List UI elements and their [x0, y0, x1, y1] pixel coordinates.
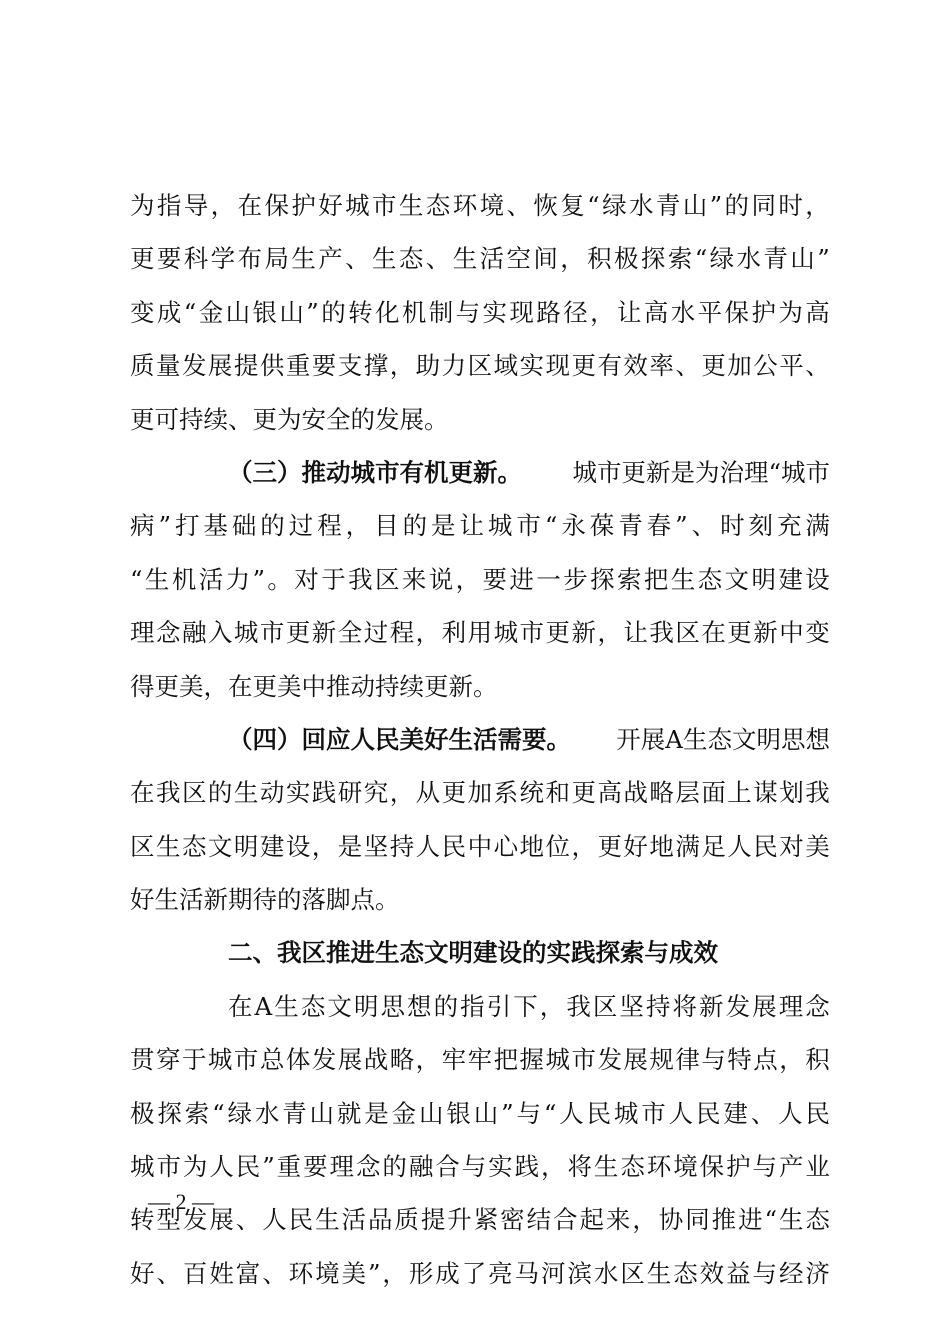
paragraph-3-line-2: 在 我 区 的 生 动 实 践 研 究 ， 从 更 加 系 统 和 更 高 战 略 层 面 上 谋 划 我 — [130, 778, 830, 808]
page-number: — 2 — — [148, 1189, 214, 1214]
paragraph-1-line-1: 为 指 导 ， 在 保 护 好 城 市 生 态 环 境 、 恢 复 “ 绿 水 青 山 ” 的 同 时 ， — [130, 191, 830, 220]
document-body — [130, 183, 830, 1304]
paragraph-1-line-5: 更可持续、更为安全的发展。 — [130, 404, 449, 434]
subsection-heading-3: （三）推动城市有机更新。 — [228, 457, 522, 487]
paragraph-4-line-6: 好 、 百 姓 富 、 环 境 美 ” ， 形 成 了 亮 马 河 滨 水 区 生 态 效 益 与 经 济 — [130, 1258, 830, 1288]
paragraph-2-line-5: 得更美，在更美中推动持续更新。 — [130, 671, 498, 701]
section-heading: 二、我区推进生态文明建设的实践探索与成效 — [228, 938, 718, 968]
paragraph-1-line-3: 变 成 “ 金 山 银 山 ” 的 转 化 机 制 与 实 现 路 径 ， 让 高 水 平 保 护 为 高 — [130, 297, 830, 327]
paragraph-4-line-4: 城 市 为 人 民 ” 重 要 理 念 的 融 合 与 实 践 ， 将 生 态 环 境 保 护 与 产 业 — [130, 1152, 830, 1182]
paragraph-1-line-2: 更 要 科 学 布 局 生 产 、 生 态 、 生 活 空 间 ， 积 极 探 索 “ 绿 水 青 山 ” — [130, 244, 830, 274]
subsection-heading-4: （四）回应人民美好生活需要。 — [228, 724, 571, 754]
paragraph-1-line-4: 质 量 发 展 提 供 重 要 支 撑 ， 助 力 区 域 实 现 更 有 效 率 、 更 加 公 平 、 — [130, 351, 830, 381]
paragraph-2-line-3: “ 生 机 活 力 ” 。 对 于 我 区 来 说 ， 要 进 一 步 探 索 把 生 态 文 明 建 设 — [130, 564, 830, 594]
paragraph-2-first-line — [130, 450, 830, 496]
paragraph-4-line-3: 极 探 索 “ 绿 水 青 山 就 是 金 山 银 山 ” 与 “ 人 民 城 市 人 民 建 、 人 民 — [130, 1098, 830, 1128]
paragraph-2-first-line-text: 城市更新是为治理“城市 — [572, 457, 830, 487]
paragraph-3-line-4: 好生活新期待的落脚点。 — [130, 885, 400, 915]
paragraph-4-line-5: 转 型 发 展 、 人 民 生 活 品 质 提 升 紧 密 结 合 起 来 ， 协 同 推 进 “ 生 态 — [130, 1205, 830, 1235]
paragraph-4-first-line: 在 A 生 态 文 明 思 想 的 指 引 下 ， 我 区 坚 持 将 新 发 展 理 念 — [228, 991, 830, 1021]
paragraph-2-line-4: 理 念 融 入 城 市 更 新 全 过 程 ， 利 用 城 市 更 新 ， 让 我 区 在 更 新 中 变 — [130, 618, 830, 648]
paragraph-4-line-2: 贯 穿 于 城 市 总 体 发 展 战 略 ， 牢 牢 把 握 城 市 发 展 规 律 与 特 点 ， 积 — [130, 1045, 830, 1075]
paragraph-3-first-line — [130, 717, 830, 763]
paragraph-3-first-line-text: 开展A生态文明思想 — [616, 724, 830, 754]
paragraph-3-line-3: 区 生 态 文 明 建 设 ， 是 坚 持 人 民 中 心 地 位 ， 更 好 地 满 足 人 民 对 美 — [130, 831, 830, 861]
paragraph-2-line-2: 病 ” 打 基 础 的 过 程 ， 目 的 是 让 城 市 “ 永 葆 青 春 ” 、 时 刻 充 满 — [130, 511, 830, 541]
